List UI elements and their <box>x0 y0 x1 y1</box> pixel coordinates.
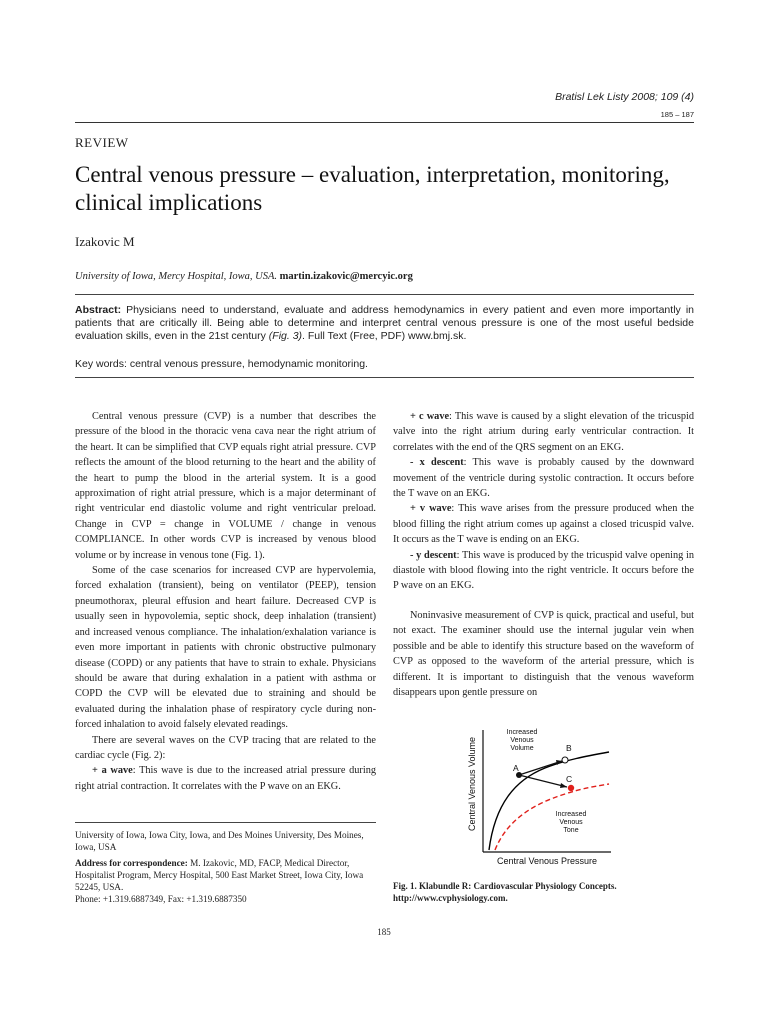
page-range: 185 – 187 <box>660 110 694 119</box>
paragraph-c-wave <box>393 409 694 455</box>
y-descent-text: : This wave is produced by the tricuspid valve opening in diastole with blood flowing into the right ventricle. It occurs before the P wave on an EKG. <box>393 549 694 592</box>
paragraph-case-scenarios: Some of the case scenarios for increased CVP are hypervolemia, forced exhalation (transient), being on ventilator (PEEP), tension pneumothorax, pleural effusion and heart failure. Decreased CVP is usually seen in hypovolemia, septic shock, deep inhalation (transient) and increased venous compliance. The inhalation/exhalation variance is even more important in patients with chronic obstructive pulmonary disease (COPD) or any patients that have to strain to exhale. Physicians should be aware that during exhalation in a patient with asthma or COPD the CVP will be elevated due to straining and should be evaluated during the inhalation phase of respiratory cycle during non-forced inhalation to avoid falsely elevated readings. <box>75 565 376 731</box>
keywords: Key words: central venous pressure, hemodynamic monitoring. <box>75 358 368 370</box>
baseline-compliance-curve <box>489 752 609 850</box>
volume-label-line: Venous <box>510 737 534 744</box>
point-b-label: B <box>566 743 572 753</box>
footnote-rule <box>75 822 376 823</box>
journal-citation: Bratisl Lek Listy 2008; 109 (4) <box>555 91 694 103</box>
paragraph-cvp-definition: Central venous pressure (CVP) is a number that describes the pressure of the blood in the thoracic vena cava near the right atrium of the heart. It can be simplified that CVP equals right atrial pressure. CVP reflects the amount of the blood returning to the heart and the ability of the heart to pump the blood in the arterial system. It is a good approximation of right atrial pressure, which is a major determinant of right ventricular end diastolic volume and right ventricular preload. Change in CVP = change in VOLUME / change in venous COMPLIANCE. In other words CVP is increased by venous blood volume or by increase in venous tone (Fig. 1). <box>75 411 376 561</box>
arrow-a-to-b <box>519 761 562 775</box>
author: Izakovic M <box>75 234 135 249</box>
c-wave-text: : This wave is caused by a slight elevation of the tricuspid valve into the right atrium during early ventricular contraction. It correlates with the end of the QRS segment on an EKG. <box>393 411 694 453</box>
article-title: Central venous pressure – evaluation, interpretation, monitoring, clinical implications <box>75 162 670 215</box>
paragraph-v-wave <box>393 501 694 547</box>
author-email[interactable]: martin.izakovic@mercyic.org <box>279 271 413 282</box>
x-axis-label: Central Venous Pressure <box>496 856 598 866</box>
paragraph-x-descent <box>393 455 694 501</box>
volume-label-line: Increased <box>506 729 538 736</box>
c-wave-label: + c wave <box>410 411 450 422</box>
figure-venous-compliance <box>465 724 615 869</box>
page-number: 185 <box>377 927 391 937</box>
v-wave-label: + v wave <box>410 503 452 515</box>
affiliation <box>75 271 413 282</box>
a-wave-label: + a wave <box>92 765 133 777</box>
figure-caption: Fig. 1. Klabundle R: Cardiovascular Physiology Concepts. http://www.cvphysiology.com. <box>393 881 617 903</box>
tone-label-line: Increased <box>555 811 587 818</box>
v-wave-text: : This wave arises from the pressure produced when the blood filling the right atrium comes up against a closed tricuspid valve. It occurs as the T wave is ending on an EKG. <box>393 503 695 546</box>
a-wave-text: : This wave is due to the increased atrial pressure during right atrial contraction. It correlates with the P wave on an EKG. <box>75 765 377 792</box>
header-rule <box>75 122 694 123</box>
point-a-label: A <box>513 763 519 773</box>
increased-volume-label <box>507 729 538 752</box>
x-descent-label: - x descent <box>410 457 464 469</box>
abstract-label: Abstract: <box>75 304 122 316</box>
point-c-marker <box>568 785 574 791</box>
y-axis-label: Central Venous Volume <box>467 736 477 832</box>
tone-label-line: Tone <box>563 827 579 834</box>
paragraph-y-descent <box>393 548 694 594</box>
footnote <box>75 829 376 909</box>
affiliation-text: University of Iowa, Mercy Hospital, Iowa, USA. <box>75 271 277 282</box>
abstract-fig-ref: (Fig. 3) <box>268 330 303 342</box>
contact-phone: Phone: +1.319.6887349, Fax: +1.319.6887350 <box>75 894 247 904</box>
section-label: REVIEW <box>75 135 129 150</box>
x-descent-text: : This wave is probably caused by the downward movement of the ventricle during systolic contraction. It occurs before the T wave on an EKG. <box>393 457 694 500</box>
footnote-institutions: University of Iowa, Iowa City, Iowa, and Des Moines University, Des Moines, Iowa, USA <box>75 830 364 852</box>
correspondence-label: Address for correspondence: <box>75 858 188 868</box>
y-descent-label: - y descent <box>410 549 457 561</box>
body-column-right <box>393 409 694 700</box>
paragraph-waves-intro: There are several waves on the CVP tracing that are related to the cardiac cycle (Fig. 2): <box>75 734 376 761</box>
abstract <box>75 304 694 343</box>
paragraph-noninvasive: Noninvasive measurement of CVP is quick, practical and useful, but not exact. The examiner should use the internal jugular vein when possible and be able to identify this structure based on the waveform of CVP as opposed to the waveform of the arterial pressure, which is different. It is important to distinguish that the venous waveform disappears upon gentle pressure on <box>393 609 694 698</box>
volume-label-line: Volume <box>510 745 534 752</box>
point-b-marker <box>562 757 568 763</box>
correspondence-text: M. Izakovic, MD, FACP, Medical Director, Hospitalist Program, Mercy Hospital, 500 East Market Street, Iowa City, Iowa 52245, USA. <box>75 858 364 892</box>
increased-tone-curve <box>495 784 609 850</box>
point-c-label: C <box>566 774 573 784</box>
tone-label-line: Venous <box>559 819 583 826</box>
body-column-left <box>75 409 376 794</box>
footnote-correspondence <box>75 857 376 905</box>
abstract-text-a: Physicians need to understand, evaluate and address hemodynamics in every patient and even more importantly in patients that are critically ill. Being able to determine and interpret central venous pressure is one of the most useful bedside evaluation skills, even in the 21st century <box>75 304 694 342</box>
paragraph-a-wave <box>75 763 376 794</box>
arrow-a-to-c <box>519 775 567 787</box>
abstract-text-b: . Full Text (Free, PDF) www.bmj.sk. <box>302 330 467 342</box>
increased-tone-label <box>556 811 587 834</box>
